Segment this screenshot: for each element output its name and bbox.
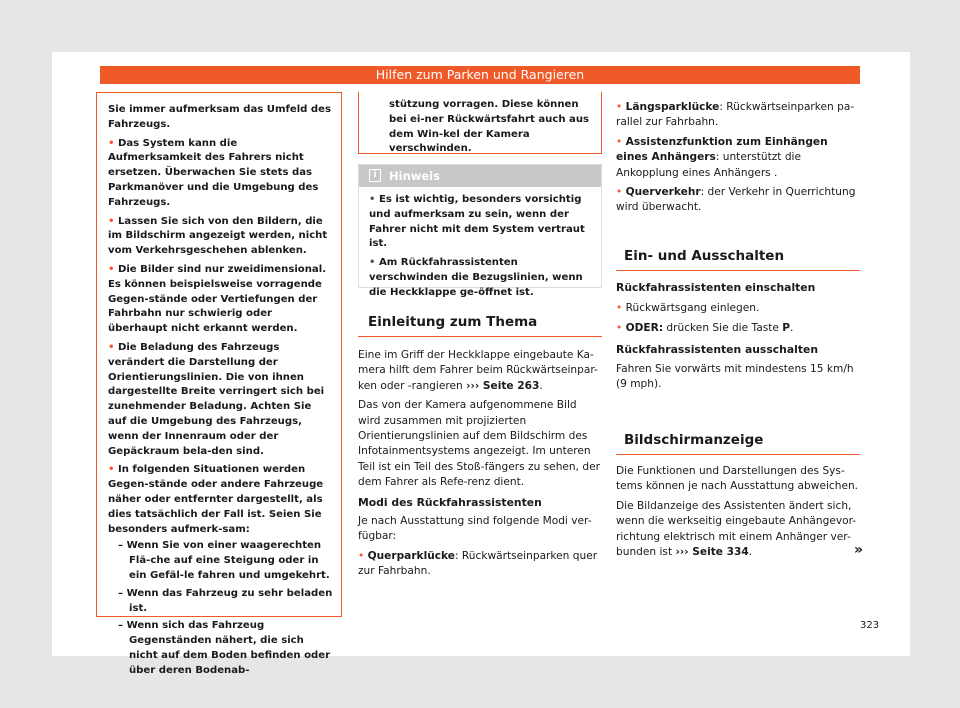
modi-bullet-4: • Querverkehr: der Verkehr in Querrichtung wird überwacht. xyxy=(616,186,856,214)
warning-bullet-2: • Lassen Sie sich von den Bildern, die im Bildschirm angezeigt werden, nicht vom Verkehrsgeschehen ablenken. xyxy=(108,215,328,257)
warning-dash-2: – Wenn das Fahrzeug zu sehr beladen ist. xyxy=(118,587,333,614)
warning-bullet-1: • Das System kann die Aufmerksamkeit des Fahrers nicht ersetzen. Überwachen Sie stets das Parkmanöver und die Umgebung des Fahrzeugs. xyxy=(108,137,319,208)
info-icon: i xyxy=(369,169,381,182)
warning-bullet-3: • Die Bilder sind nur zweidimensional. Es können beispielsweise vorragende Gegen-stände oder Vertiefungen der Fahrbahn nur schwierig oder überhaupt nicht erkannt werden. xyxy=(108,263,327,335)
switch-on-title: Rückfahrassistenten einschalten xyxy=(616,281,816,294)
warning-continued-text: stützung vorragen. Diese können bei ei-ner Rückwärtsfahrt auch aus dem Win-kel der Kamera verschwinden. xyxy=(389,99,590,155)
warning-intro: Sie immer aufmerksam das Umfeld des Fahrzeugs. xyxy=(108,104,332,130)
modi-title: Modi des Rückfahrassistenten xyxy=(358,495,542,509)
modi-bullet-2: • Längsparklücke: Rückwärtseinparken pa-rallel zur Fahrbahn. xyxy=(616,101,855,129)
modi-bullet-1: • Querparklücke: Rückwärtseinparken quer zur Fahrbahn. xyxy=(358,549,598,578)
switch-on-step-1: • Rückwärtsgang einlegen. xyxy=(616,302,760,315)
warning-dash-1: – Wenn Sie von einer waagerechten Flä-che auf eine Steigung oder in ein Gefäl-le fahren und umgekehrt. xyxy=(118,540,330,581)
chapter-header: Hilfen zum Parken und Rangieren xyxy=(100,66,860,84)
warning-dash-3: – Wenn sich das Fahrzeug Gegenständen nähert, die sich nicht auf dem Boden befinden oder über deren Bodenab- xyxy=(118,620,331,676)
warning-bullet-4: • Die Beladung des Fahrzeugs verändert die Darstellung der Orientierungslinien. Die von ihnen dargestellte Breite verringert sich bei zunehmender Beladung. Achten Sie auf die Umgebung des Fahrzeugs, wenn der Innenraum oder der Gepäckraum bela-den sind. xyxy=(108,341,325,457)
switch-on-step-2: • ODER: drücken Sie die Taste P. xyxy=(616,321,794,334)
warning-bullet-5: • In folgenden Situationen werden Gegen-stände oder andere Fahrzeuge näher oder entfernter dargestellt, als dies tatsächlich der Fall ist. Seien Sie besonders aufmerk-sam: xyxy=(108,464,324,535)
note-title: Hinweis xyxy=(389,169,440,183)
intro-paragraph-2: Das von der Kamera aufgenommene Bild wird zusammen mit projizierten Orientierungslinien auf dem Bildschirm des Infotainmentsystems angezeigt. Im unteren Teil ist ein Teil des Stoß-fängers zu sehen, der dem Fahrer als Refe-renz dient. xyxy=(358,399,600,489)
note-bullet-1: • Es ist wichtig, besonders vorsichtig und aufmerksam zu sein, wenn der Fahrer nicht mit dem System vertraut ist. xyxy=(369,194,585,250)
modi-text: Je nach Ausstattung sind folgende Modi ver-fügbar: xyxy=(358,515,592,543)
section-title-intro: Einleitung zum Thema xyxy=(358,314,602,337)
warning-box-continued xyxy=(358,92,602,154)
parking-key-icon: P xyxy=(782,321,791,334)
display-paragraph-1: Die Funktionen und Darstellungen des Sys-tems können je nach Ausstattung abweichen. xyxy=(616,465,859,493)
display-paragraph-2: Die Bildanzeige des Assistenten ändert sich, wenn die werkseitig eingebaute Anhängevor-richtung elektrisch mit einem Anhänger ver-bunden ist ››› Seite 334. xyxy=(616,499,857,559)
switch-off-title: Rückfahrassistenten ausschalten xyxy=(616,343,819,357)
section-title-display: Bildschirmanzeige xyxy=(616,432,860,455)
modi-bullet-3: • Assistenzfunktion zum Einhängen eines Anhängers: unterstützt die Ankopplung eines Anhängers . xyxy=(616,135,828,179)
intro-paragraph-1: Eine im Griff der Heckklappe eingebaute Ka-mera hilft dem Fahrer beim Rückwärtseinpar-ken oder -rangieren ››› Seite 263. xyxy=(358,349,598,392)
switch-off-text: Fahren Sie vorwärts mit mindestens 15 km/h (9 mph). xyxy=(616,362,854,391)
note-box xyxy=(358,164,602,298)
continue-marker: » xyxy=(854,542,864,558)
warning-box xyxy=(96,92,342,676)
note-bullet-2: • Am Rückfahrassistenten verschwinden die Bezugslinien, wenn die Heckklappe ge-öffnet ist. xyxy=(369,257,583,298)
section-title-on-off: Ein- und Ausschalten xyxy=(616,248,860,271)
page-link-263[interactable]: ››› Seite 263 xyxy=(466,379,540,392)
page-link-334[interactable]: ››› Seite 334 xyxy=(675,546,749,559)
note-header xyxy=(359,165,601,187)
page-number: 323 xyxy=(860,620,880,631)
